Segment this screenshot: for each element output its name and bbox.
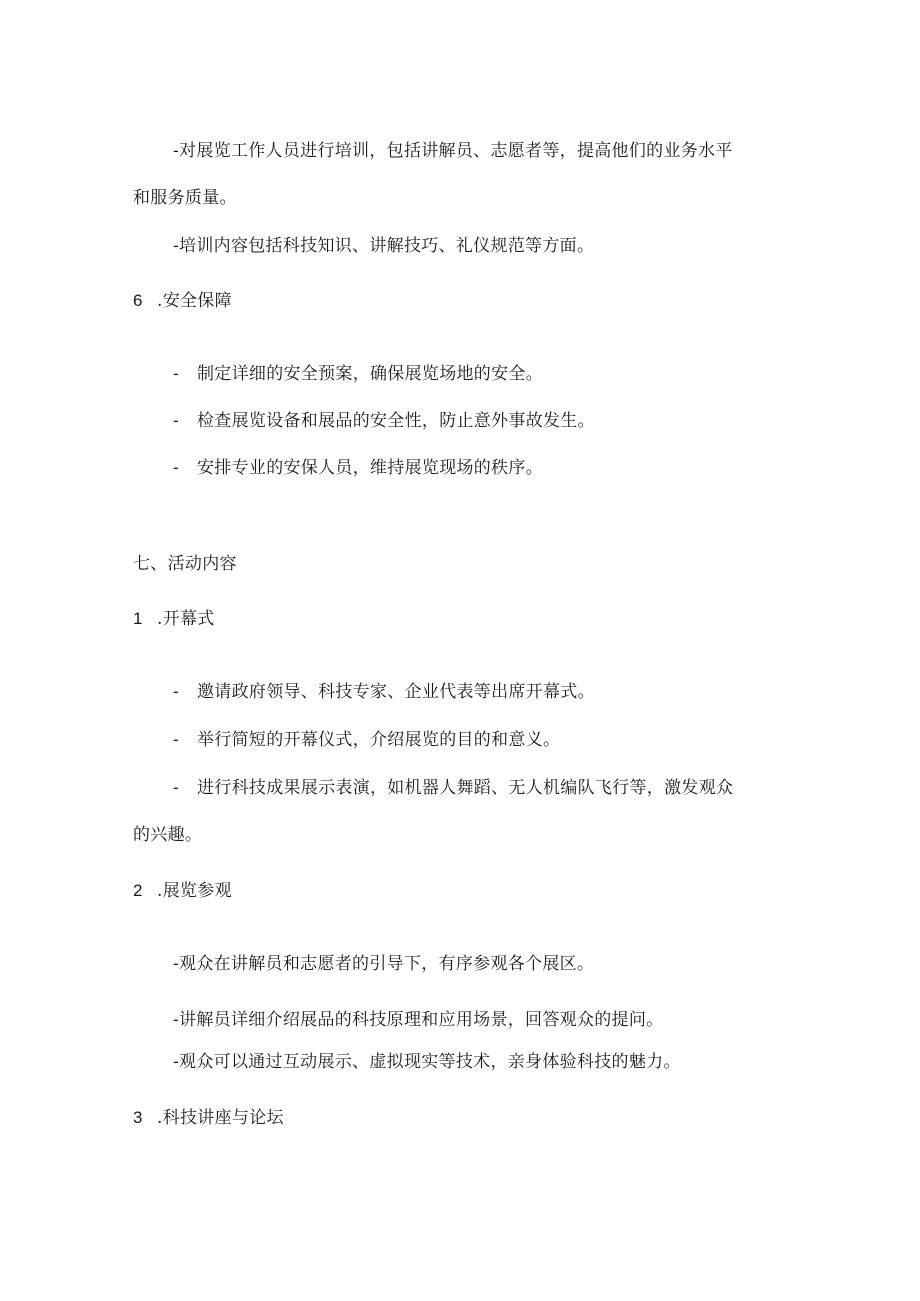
list-dash: - <box>173 364 180 384</box>
list-item-opening-2 <box>173 729 560 751</box>
list-item-visit-1: -观众在讲解员和志愿者的引导下，有序参观各个展区。 <box>173 954 595 974</box>
list-item-text: 举行简短的开幕仪式，介绍展览的目的和意义。 <box>197 730 561 750</box>
heading-safety <box>133 290 232 312</box>
list-item-text: 检查展览设备和展品的安全性，防止意外事故发生。 <box>197 411 595 431</box>
list-item-safety-1 <box>173 363 543 385</box>
list-item-visit-2: -讲解员详细介绍展品的科技原理和应用场景，回答观众的提问。 <box>173 1010 664 1030</box>
list-item-visit-3: -观众可以通过互动展示、虚拟现实等技术，亲身体验科技的魅力。 <box>173 1052 681 1072</box>
list-dash: - <box>173 458 180 478</box>
heading-visit-title: .展览参观 <box>157 881 232 901</box>
heading-safety-number: 6 <box>133 291 143 310</box>
list-item-text: 制定详细的安全预案，确保展览场地的安全。 <box>197 364 543 384</box>
list-dash: - <box>173 682 180 702</box>
list-item-text: 安排专业的安保人员，维持展览现场的秩序。 <box>197 458 543 478</box>
heading-visit-number: 2 <box>133 881 143 900</box>
chapter-title-activities: 七、活动内容 <box>133 554 237 574</box>
list-item-opening-3 <box>173 777 733 799</box>
heading-opening-title: .开幕式 <box>157 609 215 629</box>
heading-lecture-number: 3 <box>133 1108 143 1127</box>
list-item-safety-3 <box>173 457 543 479</box>
paragraph-training-line2: 和服务质量。 <box>133 188 237 208</box>
heading-opening-number: 1 <box>133 609 143 628</box>
list-dash: - <box>173 411 180 431</box>
list-dash: - <box>173 730 180 750</box>
paragraph-training-content: -培训内容包括科技知识、讲解技巧、礼仪规范等方面。 <box>173 236 595 256</box>
list-item-safety-2 <box>173 410 595 432</box>
paragraph-training-line1: -对展览工作人员进行培训，包括讲解员、志愿者等，提高他们的业务水平 <box>173 141 733 161</box>
list-item-opening-1 <box>173 681 595 703</box>
heading-opening <box>133 608 215 630</box>
list-item-text: 邀请政府领导、科技专家、企业代表等出席开幕式。 <box>197 682 595 702</box>
heading-visit <box>133 880 232 902</box>
heading-lecture-title: .科技讲座与论坛 <box>157 1108 284 1128</box>
list-item-text: 进行科技成果展示表演，如机器人舞蹈、无人机编队飞行等，激发观众 <box>197 778 734 798</box>
list-item-opening-3-cont: 的兴趣。 <box>133 825 203 845</box>
list-dash: - <box>173 778 180 798</box>
heading-lecture-forum <box>133 1107 284 1129</box>
heading-safety-title: .安全保障 <box>157 291 232 311</box>
